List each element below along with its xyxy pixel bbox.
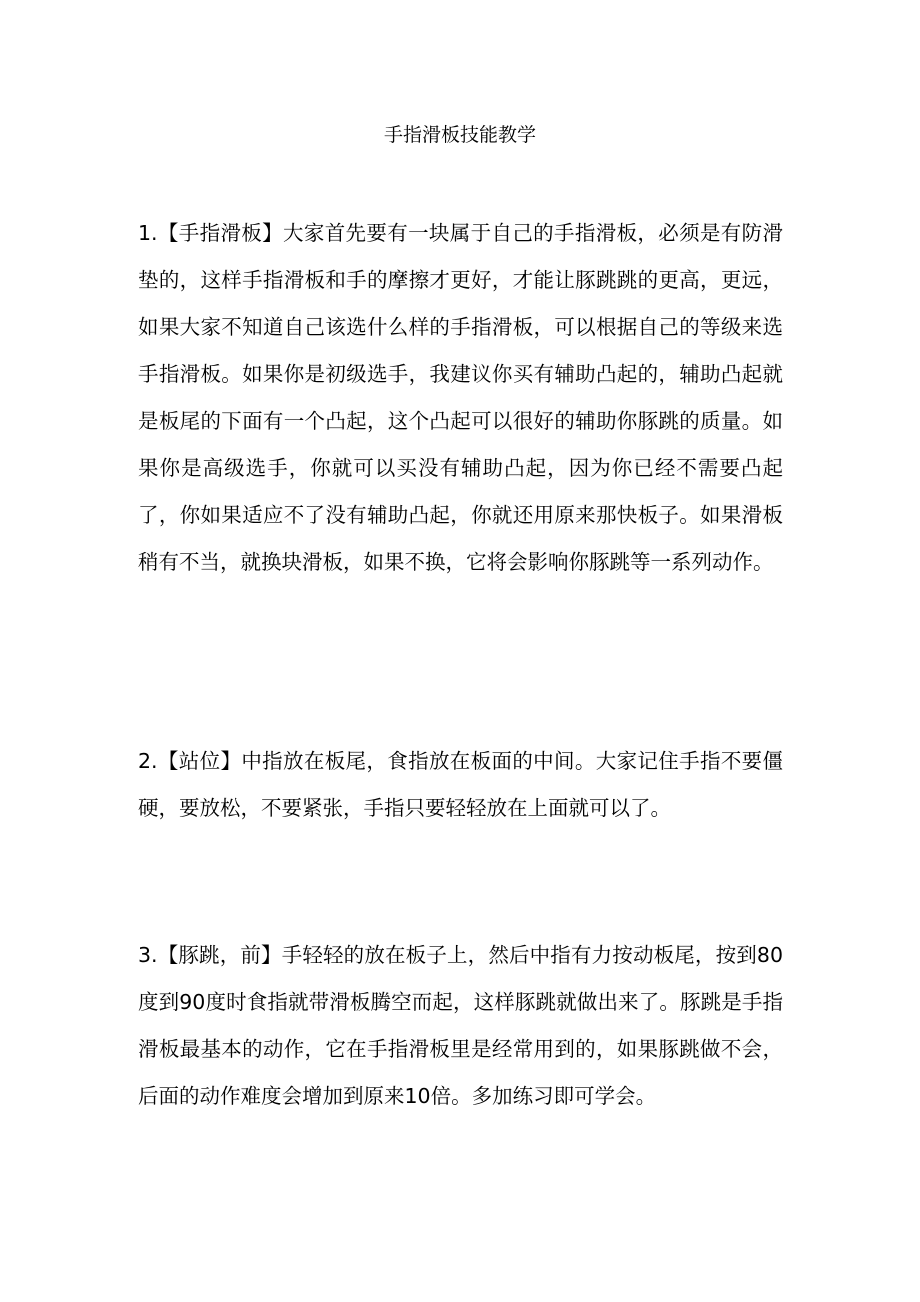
paragraph-heading: 【豚跳，前】: [157, 943, 282, 967]
paragraph-number: 1.: [138, 221, 158, 245]
paragraph-stance: [138, 738, 783, 832]
paragraph-text: 中指放在板尾，食指放在板面的中间。大家记住手指不要僵硬，要放松，不要紧张，手指只要轻轻放在上面就可以了。: [138, 749, 784, 820]
paragraph-text: 大家首先要有一块属于自己的手指滑板，必须是有防滑垫的，这样手指滑板和手的摩擦才更好，才能让豚跳跳的更高，更远，如果大家不知道自己该选什么样的手指滑板，可以根据自己的等级来选手指滑板。如果你是初级选手，我建议你买有辅助凸起的，辅助凸起就是板尾的下面有一个凸起，这个凸起可以很好的辅助你豚跳的质量。如果你是高级选手，你就可以买没有辅助凸起，因为你已经不需要凸起了，你如果适应不了没有辅助凸起，你就还用原来那快板子。如果滑板稍有不当，就换块滑板，如果不换，它将会影响你豚跳等一系列动作。: [138, 221, 784, 574]
paragraph-finger-skateboard: [138, 210, 783, 586]
paragraph-heading: 【站位】: [157, 749, 242, 773]
paragraph-text: 手轻轻的放在板子上，然后中指有力按动板尾，按到80度到90度时食指就带滑板腾空而起，这样豚跳就做出来了。豚跳是手指滑板最基本的动作，它在手指滑板里是经常用到的，如果豚跳做不会，后面的动作难度会增加到原来10倍。多加练习即可学会。: [138, 943, 784, 1108]
paragraph-ollie-front: [138, 932, 783, 1120]
paragraph-number: 2.: [138, 749, 158, 773]
paragraph-number: 3.: [138, 943, 158, 967]
document-title: 手指滑板技能教学: [383, 124, 536, 146]
paragraph-heading: 【手指滑板】: [157, 221, 283, 245]
